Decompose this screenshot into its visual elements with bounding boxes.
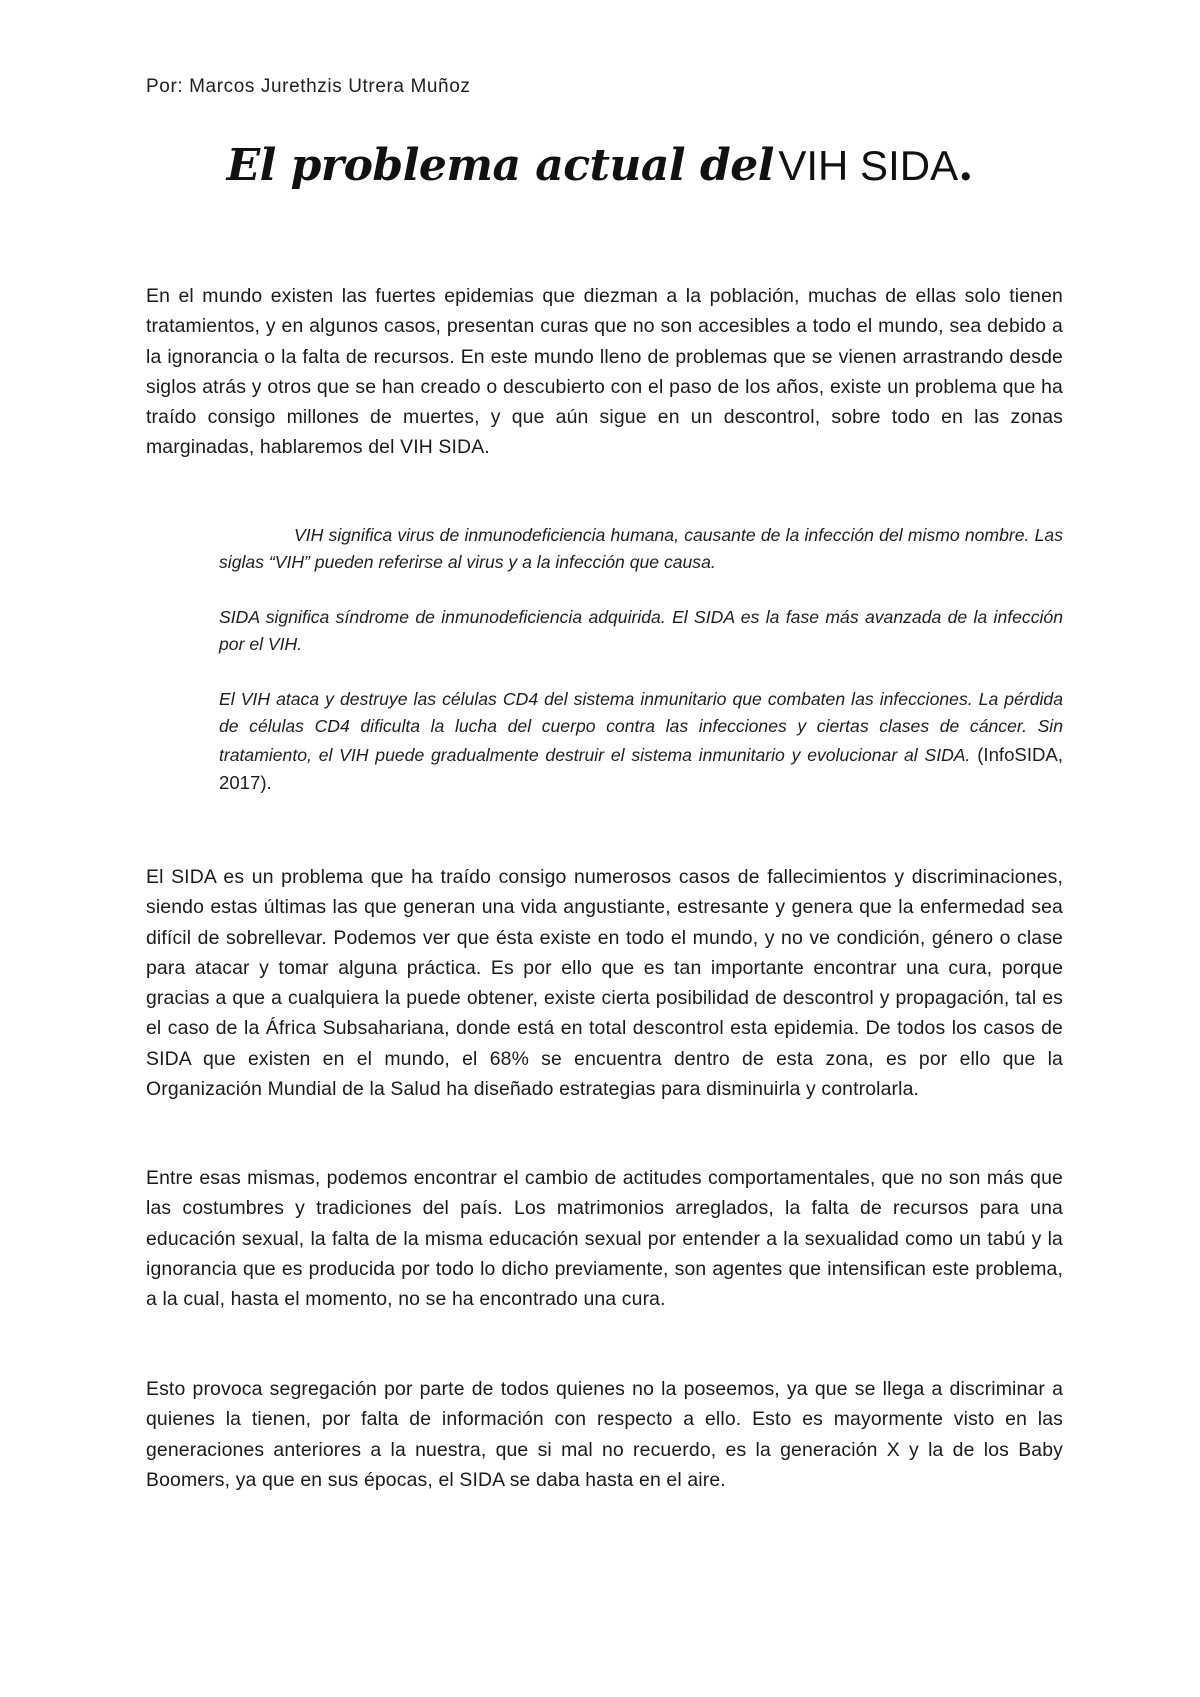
paragraph-sida-problem: El SIDA es un problema que ha traído consigo numerosos casos de fallecimientos y discriminaciones, siendo estas últimas las que generan una vida angustiante, estresante y genera que la enfermedad sea difícil de sobrellevar. Podemos ver que ésta existe en todo el mundo, y no ve condición, género o clase para atacar y tomar alguna práctica. Es por ello que es tan importante encontrar una cura, porque gracias a que a cualquiera la puede obtener, existe cierta posibilidad de descontrol y propagación, tal es el caso de la África Subsahariana, donde está en total descontrol esta epidemia. De todos los casos de SIDA que existen en el mundo, el 68% se encuentra dentro de esta zona, es por ello que la Organización Mundial de la Salud ha diseñado estrategias para disminuirla y controlarla. xyxy=(146,866,1063,1101)
paragraph-segregation: Esto provoca segregación por parte de todos quienes no la poseemos, ya que se llega a discriminar a quienes la tienen, por falta de información con respecto a ello. Esto es mayormente visto en las generaciones anteriores a la nuestra, que si mal no recuerdo, es la generación X y la de los Baby Boomers, ya que en sus épocas, el SIDA se daba hasta en el aire. xyxy=(146,1378,1063,1491)
quote-paragraph-sida: SIDA significa síndrome de inmunodeficiencia adquirida. El SIDA es la fase más avanzada de la infección por el VIH. xyxy=(219,607,1063,655)
quote-citation: (InfoSIDA, 2017). xyxy=(219,743,1063,793)
quote-paragraph-cd4-text: El VIH ataca y destruye las células CD4 del sistema inmunitario que combaten las infecciones. La pérdida de células CD4 dificulta la lucha del cuerpo contra las infecciones y ciertas clases de cáncer. Sin tratamiento, el VIH puede gradualmente destruir el sistema inmunitario y evolucionar al SIDA. xyxy=(219,689,1063,765)
title-script-part: El problema actual del xyxy=(226,140,774,191)
paragraph-behavior-change: Entre esas mismas, podemos encontrar el cambio de actitudes comportamentales, que no son más que las costumbres y tradiciones del país. Los matrimonios arreglados, la falta de recursos para una educación sexual, la falta de la misma educación sexual por entender a la sexualidad como un tabú y la ignorancia que es producida por todo lo dicho previamente, son agentes que intensifican este problema, a la cual, hasta el momento, no se ha encontrado una cura. xyxy=(146,1167,1063,1311)
title-ending: . xyxy=(958,140,974,191)
intro-paragraph: En el mundo existen las fuertes epidemias que diezman a la población, muchas de ellas solo tienen tratamientos, y en algunos casos, presentan curas que no son accesibles a todo el mundo, sea debido a la ignorancia o la falta de recursos. En este mundo lleno de problemas que se vienen arrastrando desde siglos atrás y otros que se han creado o descubierto con el paso de los años, existe un problema que ha traído consigo millones de muertes, y que aún sigue en un descontrol, sobre todo en las zonas marginadas, hablaremos del VIH SIDA. xyxy=(146,285,1063,459)
quote-paragraph-vih: VIH significa virus de inmunodeficiencia humana, causante de la infección del mismo nombre. Las siglas “VIH” pueden referirse al virus y a la infección que causa. xyxy=(219,525,1063,573)
title-plain-part: VIH SIDA xyxy=(778,142,959,189)
quote-paragraph-cd4 xyxy=(219,686,1063,797)
author-line: Por: Marcos Jurethzis Utrera Muñoz xyxy=(146,76,471,97)
page-title xyxy=(0,140,1200,191)
